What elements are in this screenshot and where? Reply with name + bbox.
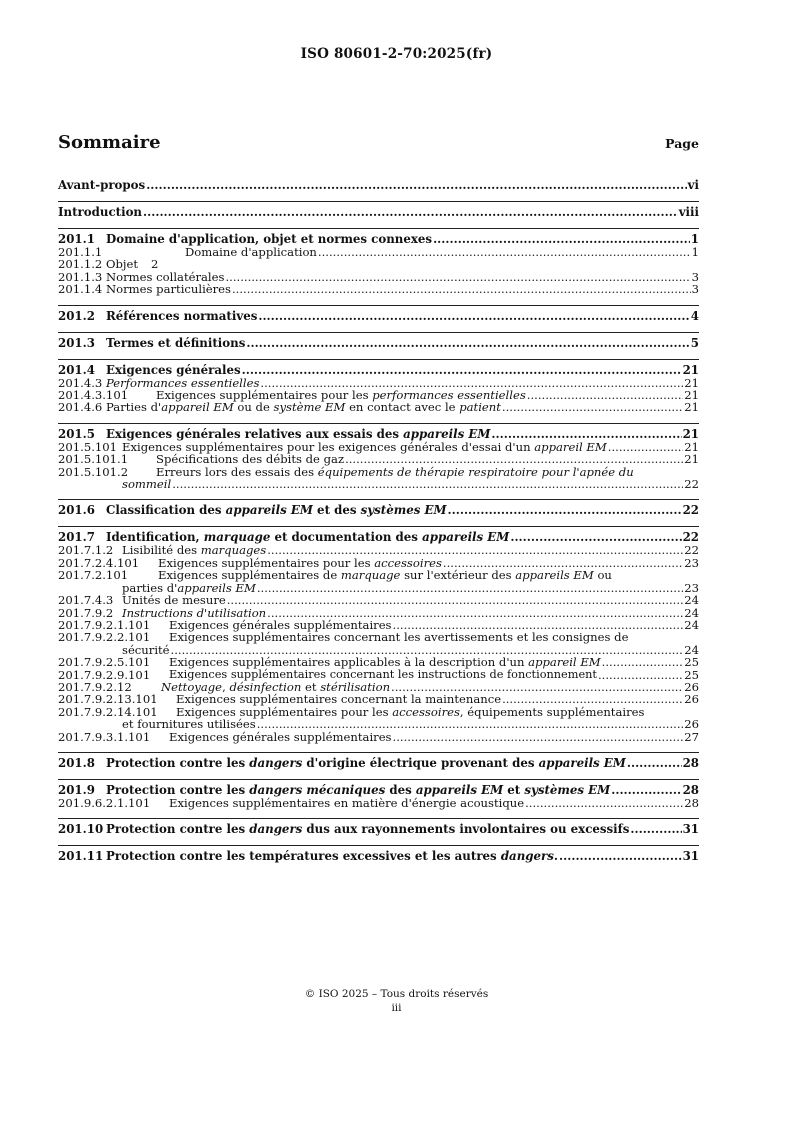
toc-entry-201-7-9-3-1-101[interactable]	[58, 731, 699, 743]
toc-entry-text: Exigences supplémentaires concernant les instructions de fonctionnement	[169, 667, 597, 681]
toc-entry-number: 201.7.9.2.2.101	[58, 630, 151, 645]
toc-entry-page: 26	[684, 717, 699, 732]
toc-entry-page: 3	[691, 282, 699, 297]
toc-entry-number: 201.10	[58, 822, 104, 837]
toc-entry-page: 26	[684, 692, 699, 707]
toc-entry-text: Identification,	[106, 530, 204, 545]
toc-entry-text: et	[503, 782, 525, 797]
toc-entry-text: Parties d'	[106, 400, 162, 415]
toc-entry-page: 23	[684, 555, 699, 570]
toc-entry-text: ,	[222, 679, 230, 694]
toc-entry-text-italic: stérilisation	[320, 679, 391, 694]
toc-entry-text-italic: appareils EM	[225, 503, 313, 518]
toc-entry-201-9-6-2-1-101[interactable]	[58, 797, 699, 809]
toc-entry-number: 201.6	[58, 503, 95, 518]
toc-entry-text: Exigences supplémentaires concernant les avertissements et les consignes de	[169, 630, 629, 645]
toc-entry-text: Exigences générales	[106, 362, 241, 377]
toc-entry-201-5[interactable]	[58, 423, 699, 441]
toc-entry-number: 201.7.2.101	[58, 568, 129, 583]
toc-entry-text-italic: dangers	[249, 755, 303, 770]
toc-entry-page: 22	[684, 477, 699, 492]
toc-entry-201-10[interactable]	[58, 818, 699, 836]
toc-entry-number: 201.1.3	[58, 269, 103, 284]
toc-entry-201-3[interactable]	[58, 332, 699, 350]
toc-entry-201-7-9-2-2-101[interactable]	[58, 631, 699, 656]
toc-entry-number: 201.5	[58, 426, 95, 441]
toc-entry-page: 21	[682, 426, 699, 441]
toc-entry-page: 1	[690, 232, 699, 246]
toc-entry-text-italic: systèmes EM	[360, 503, 447, 518]
page-column-label: Page	[665, 136, 699, 151]
toc-entry-text-italic: marquages	[200, 543, 267, 558]
toc-entry-text: et des	[312, 503, 361, 518]
document-header: ISO 80601-2-70:2025(fr)	[300, 46, 493, 62]
toc-entry-page: 2	[151, 257, 159, 272]
toc-entry-text-italic: performances essentielles	[372, 388, 526, 403]
toc-entry-text: dus aux rayonnements involontaires ou excessifs	[302, 822, 630, 837]
toc-entry-page: 22	[682, 530, 699, 545]
toc-entry-text: sur l'extérieur des	[400, 568, 516, 583]
toc-entry-text-italic: dangers	[249, 822, 303, 837]
toc-entry-page: 21	[684, 400, 699, 415]
toc-entry-201-5-101[interactable]	[58, 441, 699, 453]
toc-entry-text-italic: appareils EM	[538, 755, 626, 770]
page-number: iii	[391, 1002, 402, 1014]
toc-entry-text: parties d'	[122, 580, 178, 595]
toc-entry-page: 26	[684, 679, 699, 694]
toc-entry-201-1[interactable]	[58, 228, 699, 246]
toc-entry-text-italic: dangers mécaniques	[249, 782, 386, 797]
toc-entry-page: 21	[682, 362, 699, 377]
toc-entry-number: 201.2	[58, 308, 95, 323]
toc-entry-number: 201.7.4.3	[58, 593, 114, 608]
toc-entry-text: Lisibilité des	[122, 543, 201, 558]
toc-entry-page: 24	[684, 617, 699, 632]
toc-entry-page: 21	[684, 388, 699, 403]
toc-entry-201-4[interactable]	[58, 359, 699, 377]
toc-entry-number: 201.5.101.2	[58, 464, 129, 479]
copyright-notice: © ISO 2025 – Tous droits réservés	[304, 988, 489, 1000]
toc-entry-text-italic: dangers	[500, 849, 554, 864]
toc-entry-number: 201.7.9.2.9.101	[58, 667, 151, 682]
toc-entry-text: Protection contre les	[106, 822, 250, 837]
toc-entry-number: 201.4.6	[58, 400, 103, 415]
toc-entry-page: 25	[684, 655, 699, 670]
toc-entry-text-italic: appareils EM	[422, 530, 510, 545]
toc-entry-text: Exigences supplémentaires pour les exigences générales d'essai d'un	[122, 439, 535, 454]
toc-entry-text: Normes particulières	[106, 282, 231, 297]
toc-entry-page: 3	[691, 269, 699, 284]
toc-entry-page: 24	[684, 605, 699, 620]
toc-entry-text-italic: systèmes EM	[524, 782, 611, 797]
toc-entry-201-8[interactable]	[58, 752, 699, 770]
toc-entry-text: ou	[593, 568, 612, 583]
toc-entry-page: 25	[684, 667, 699, 682]
toc-entry-number: 201.11	[58, 849, 104, 864]
toc-entry-text-italic: système EM	[273, 400, 346, 415]
toc-entry-text: Spécifications des débits de gaz	[156, 452, 345, 467]
toc-entry-201-2[interactable]	[58, 305, 699, 323]
toc-entry-page: 24	[684, 642, 699, 657]
toc-entry-201-7-9-2-5-101[interactable]	[58, 656, 699, 668]
toc-entry-page: 27	[684, 729, 699, 744]
toc-entry-text: Termes et définitions	[106, 335, 246, 350]
toc-entry-page: 22	[682, 503, 699, 518]
toc-entry-text-italic: accessoires	[392, 704, 460, 719]
toc-entry-201-1-2[interactable]	[58, 258, 699, 270]
page-footer	[0, 987, 793, 1015]
toc-entry-number: 201.9.6.2.1.101	[58, 795, 151, 810]
toc-entry-text: Performances essentielles	[106, 375, 260, 390]
toc-entry-text-italic: marquage	[203, 530, 271, 545]
toc-entry-number: 201.8	[58, 755, 95, 770]
toc-entry-page: 28	[682, 782, 699, 797]
toc-entry-text: Exigences générales supplémentaires	[169, 729, 392, 744]
toc-entry-text: ou de	[233, 400, 274, 415]
toc-entry-number: 201.3	[58, 335, 95, 350]
toc-entry-text: Normes collatérales	[106, 269, 225, 284]
toc-entry-201-5-101-2[interactable]	[58, 466, 699, 491]
toc-entry-text: Exigences supplémentaires concernant la maintenance	[176, 692, 502, 707]
toc-entry-text: Protection contre les	[106, 782, 250, 797]
toc-entry-page: viii	[678, 205, 699, 219]
toc-entry-page: 22	[684, 543, 699, 558]
toc-entry-page: 4	[690, 308, 699, 323]
toc-entry-text: et	[301, 679, 321, 694]
toc-entry-number: 201.1.4	[58, 282, 103, 297]
toc-entry-201-7-4-3[interactable]	[58, 594, 699, 606]
toc-entry-page: 31	[682, 849, 699, 864]
toc-entry-text: Avant-propos	[58, 178, 146, 192]
toc-entry-number: 201.7.9.2.14.101	[58, 704, 158, 719]
toc-entry-number: 201.7.9.2.12	[58, 679, 132, 694]
toc-entry-text-italic: sommeil	[122, 477, 172, 492]
toc-entry-page: 23	[684, 580, 699, 595]
toc-entry-number: 201.9	[58, 782, 95, 797]
toc-entry-text: Exigences générales supplémentaires	[169, 617, 392, 632]
toc-entry-page: 21	[684, 439, 699, 454]
toc-entry-text-italic: désinfection	[229, 679, 302, 694]
toc-entry-text: Domaine d'application, objet et normes connexes	[106, 232, 433, 246]
toc-entry-avant-propos[interactable]	[58, 178, 699, 192]
toc-entry-number: 201.4.3.101	[58, 388, 129, 403]
toc-entry-text: Introduction	[58, 205, 143, 219]
toc-entry-201-7[interactable]	[58, 526, 699, 544]
toc-entry-201-1-4[interactable]	[58, 283, 699, 295]
toc-entry-text-italic: accessoires	[374, 555, 442, 570]
toc-entry-number: 201.1.2	[58, 257, 103, 272]
page-title: Sommaire	[58, 132, 161, 153]
toc-entry-introduction[interactable]	[58, 201, 699, 219]
toc-entry-page: 21	[684, 375, 699, 390]
toc-entry-number: 201.1.1	[58, 245, 103, 259]
toc-entry-text-italic: appareils EM	[515, 568, 594, 583]
toc-entry-text: et fournitures utilisées	[122, 717, 256, 732]
toc-entry-number: 201.4.3	[58, 375, 103, 390]
toc-entry-text-italic: appareil EM	[528, 655, 601, 670]
toc-entry-text-italic: appareils EM	[415, 782, 504, 797]
toc-entry-number: 201.5.101	[58, 439, 118, 454]
toc-entry-number: 201.7.2.4.101	[58, 555, 140, 570]
toc-entry-page: vi	[687, 178, 699, 192]
toc-entry-text: d'origine électrique provenant des	[302, 755, 539, 770]
toc-entry-number: 201.4	[58, 362, 95, 377]
table-of-contents	[58, 178, 699, 863]
toc-entry-text: .	[553, 849, 559, 864]
toc-entry-text: sécurité	[122, 642, 170, 657]
toc-entry-text: , équipements supplémentaires	[459, 704, 645, 719]
toc-entry-text: Exigences supplémentaires pour les	[156, 388, 373, 403]
toc-entry-201-9[interactable]	[58, 779, 699, 797]
toc-entry-page: 21	[684, 452, 699, 467]
toc-entry-text: Classification des	[106, 503, 226, 518]
toc-entry-number: 201.7.9.2.13.101	[58, 692, 158, 707]
toc-entry-page: 5	[690, 335, 699, 350]
toc-entry-number: 201.7	[58, 530, 95, 545]
toc-entry-text: Protection contre les	[106, 755, 250, 770]
toc-entry-text-italic: appareil EM	[161, 400, 234, 415]
toc-entry-text-italic: appareil EM	[534, 439, 607, 454]
toc-entry-number: 201.1	[58, 232, 95, 246]
toc-entry-text: en contact avec le	[345, 400, 460, 415]
toc-entry-201-7-2-101[interactable]	[58, 569, 699, 594]
toc-entry-text: Exigences supplémentaires applicables à la description d'un	[169, 655, 529, 670]
toc-entry-number: 201.7.9.3.1.101	[58, 729, 151, 744]
toc-entry-text: Exigences supplémentaires de	[158, 568, 341, 583]
toc-entry-text: et documentation des	[270, 530, 423, 545]
toc-entry-text: Instructions d'utilisation	[122, 605, 267, 620]
toc-entry-text-italic: appareils EM	[403, 426, 491, 441]
toc-entry-text-italic: patient	[459, 400, 501, 415]
toc-entry-number: 201.5.101.1	[58, 452, 129, 467]
toc-entry-text: Erreurs lors des essais des	[156, 464, 318, 479]
toc-entry-text-italic: Nettoyage	[161, 679, 223, 694]
toc-entry-text: Exigences supplémentaires pour les	[158, 555, 375, 570]
toc-entry-text: Objet	[106, 257, 139, 272]
toc-entry-201-7-9-2-14-101[interactable]	[58, 706, 699, 731]
toc-entry-page: 28	[682, 755, 699, 770]
toc-entry-201-11[interactable]	[58, 845, 699, 863]
toc-entry-page: 1	[691, 245, 699, 259]
toc-entry-number: 201.7.9.2.5.101	[58, 655, 151, 670]
toc-entry-text: Exigences supplémentaires pour les	[176, 704, 393, 719]
toc-entry-number: 201.7.9.2	[58, 605, 114, 620]
toc-entry-text: Références normatives	[106, 308, 258, 323]
toc-entry-page: 31	[682, 822, 699, 837]
toc-entry-page: 28	[684, 795, 699, 810]
toc-entry-number: 201.7.9.2.1.101	[58, 617, 151, 632]
toc-entry-text: des	[385, 782, 416, 797]
toc-entry-text: Exigences supplémentaires en matière d'énergie acoustique	[169, 795, 525, 810]
toc-entry-text-italic: appareils EM	[177, 580, 256, 595]
toc-entry-page: 24	[684, 593, 699, 608]
toc-entry-text-italic: marquage	[340, 568, 401, 583]
toc-entry-201-4-6[interactable]	[58, 401, 699, 413]
toc-entry-text: Exigences générales relatives aux essais des	[106, 426, 404, 441]
toc-entry-text: Protection contre les températures excessives et les autres	[106, 849, 501, 864]
toc-entry-text: Unités de mesure	[122, 593, 226, 608]
toc-entry-text: Domaine d'application	[185, 245, 317, 259]
toc-entry-201-6[interactable]	[58, 499, 699, 517]
toc-entry-number: 201.7.1.2	[58, 543, 114, 558]
toc-entry-text-italic: équipements de thérapie respiratoire pour l'apnée du	[317, 464, 634, 479]
